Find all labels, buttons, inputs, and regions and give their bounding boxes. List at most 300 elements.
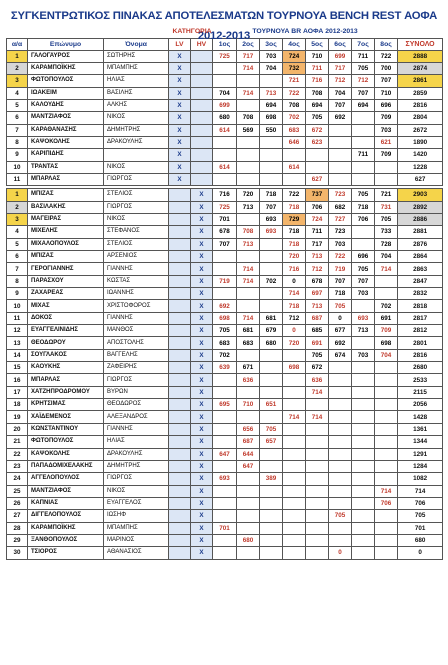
score-cell: [352, 473, 375, 485]
score-cell: [283, 534, 306, 546]
lv-cell: [169, 386, 191, 398]
score-cell: [237, 485, 260, 497]
total-cell: 1284: [398, 460, 443, 472]
rank-cell: 6: [7, 112, 28, 124]
score-cell: 680: [237, 534, 260, 546]
hv-cell: X: [191, 189, 213, 201]
score-cell: [352, 460, 375, 472]
score-cell: [306, 534, 329, 546]
score-cell: 713: [306, 251, 329, 263]
score-cell: [352, 300, 375, 312]
score-cell: [260, 349, 283, 361]
score-cell: 716: [213, 189, 237, 201]
score-cell: 702: [375, 300, 398, 312]
table-row: [7, 136, 443, 148]
total-cell: 2832: [398, 288, 443, 300]
score-cell: [329, 374, 352, 386]
total-cell: 2874: [398, 62, 443, 74]
rank-cell: 3: [7, 75, 28, 87]
score-cell: 724: [306, 213, 329, 225]
score-cell: [306, 149, 329, 161]
score-cell: 713: [306, 300, 329, 312]
score-cell: [306, 522, 329, 534]
hv-cell: X: [191, 386, 213, 398]
score-cell: [329, 411, 352, 423]
score-cell: [375, 399, 398, 411]
lv-cell: X: [169, 136, 191, 148]
score-cell: [352, 173, 375, 185]
firstname-cell: ΑΛΚΗΣ: [104, 99, 169, 111]
total-cell: 1890: [398, 136, 443, 148]
score-cell: 614: [213, 124, 237, 136]
score-cell: 716: [283, 263, 306, 275]
score-cell: 703: [329, 238, 352, 250]
score-cell: [375, 460, 398, 472]
score-cell: 718: [329, 288, 352, 300]
firstname-cell: ΑΘΑΝΑΣΙΟΣ: [104, 547, 169, 559]
lv-cell: [169, 226, 191, 238]
score-cell: [260, 485, 283, 497]
table-row: [7, 325, 443, 337]
score-cell: 723: [329, 189, 352, 201]
surname-cell: ΘΕΟΔΩΡΟΥ: [28, 337, 104, 349]
score-cell: 718: [283, 226, 306, 238]
score-cell: [237, 251, 260, 263]
firstname-cell: ΗΛΙΑΣ: [104, 436, 169, 448]
column-header: 3ος: [260, 38, 283, 50]
table-row: [7, 448, 443, 460]
table-row: [7, 161, 443, 173]
score-cell: 718: [352, 201, 375, 213]
column-header: HV: [191, 38, 213, 50]
score-cell: 703: [260, 50, 283, 62]
score-cell: [237, 386, 260, 398]
score-cell: 698: [375, 337, 398, 349]
score-cell: 680: [213, 112, 237, 124]
table-row: [7, 362, 443, 374]
score-cell: 679: [260, 325, 283, 337]
score-cell: 733: [375, 226, 398, 238]
score-cell: [260, 251, 283, 263]
lv-cell: [169, 460, 191, 472]
score-cell: [329, 497, 352, 509]
score-cell: [237, 161, 260, 173]
results-table: [6, 26, 443, 560]
firstname-cell: ΓΙΩΡΓΟΣ: [104, 473, 169, 485]
score-cell: [213, 136, 237, 148]
score-cell: [237, 136, 260, 148]
score-cell: [352, 112, 375, 124]
score-cell: [260, 288, 283, 300]
total-cell: 2876: [398, 238, 443, 250]
rank-cell: 2: [7, 62, 28, 74]
firstname-cell: ΧΡΙΣΤΟΦΟΡΟΣ: [104, 300, 169, 312]
score-cell: 714: [283, 288, 306, 300]
firstname-cell: ΑΛΕΞΑΝΔΡΟΣ: [104, 411, 169, 423]
score-cell: [352, 423, 375, 435]
score-cell: [352, 399, 375, 411]
score-cell: [329, 448, 352, 460]
total-cell: 2861: [398, 75, 443, 87]
rank-cell: 20: [7, 423, 28, 435]
firstname-cell: ΓΙΑΝΝΗΣ: [104, 263, 169, 275]
score-cell: 687: [306, 312, 329, 324]
score-cell: [352, 362, 375, 374]
score-cell: [260, 448, 283, 460]
rank-cell: 19: [7, 411, 28, 423]
firstname-cell: ΜΑΡΙΝΟΣ: [104, 534, 169, 546]
score-cell: 0: [283, 325, 306, 337]
score-cell: [329, 386, 352, 398]
score-cell: 636: [306, 374, 329, 386]
table-row: [7, 485, 443, 497]
table-row: [7, 263, 443, 275]
rank-cell: 15: [7, 362, 28, 374]
score-cell: 693: [260, 213, 283, 225]
score-cell: 704: [213, 87, 237, 99]
score-cell: [283, 399, 306, 411]
table-row: [7, 149, 443, 161]
score-cell: 723: [329, 226, 352, 238]
table-row: [7, 300, 443, 312]
rank-cell: 21: [7, 436, 28, 448]
score-cell: 623: [306, 136, 329, 148]
total-cell: 1082: [398, 473, 443, 485]
lv-cell: [169, 399, 191, 411]
score-cell: 696: [352, 251, 375, 263]
score-cell: [306, 436, 329, 448]
score-cell: 683: [283, 124, 306, 136]
hv-cell: X: [191, 399, 213, 411]
score-cell: 693: [213, 473, 237, 485]
score-cell: 697: [306, 288, 329, 300]
score-cell: 639: [213, 362, 237, 374]
score-cell: [375, 362, 398, 374]
firstname-cell: ΔΗΜΗΤΡΗΣ: [104, 460, 169, 472]
lv-cell: X: [169, 173, 191, 185]
score-cell: 737: [306, 189, 329, 201]
score-cell: 714: [237, 62, 260, 74]
rank-cell: 4: [7, 87, 28, 99]
lv-cell: [169, 473, 191, 485]
total-cell: 2847: [398, 275, 443, 287]
rank-cell: 14: [7, 349, 28, 361]
score-cell: 698: [213, 312, 237, 324]
total-cell: 2864: [398, 251, 443, 263]
score-cell: [306, 161, 329, 173]
score-cell: 707: [329, 99, 352, 111]
total-cell: 1344: [398, 436, 443, 448]
score-cell: 703: [352, 349, 375, 361]
score-cell: 707: [260, 201, 283, 213]
column-header: 2ος: [237, 38, 260, 50]
hv-cell: X: [191, 226, 213, 238]
hv-cell: X: [191, 448, 213, 460]
score-cell: 698: [260, 112, 283, 124]
score-cell: 705: [329, 510, 352, 522]
column-header: ΣΥΝΟΛΟ: [398, 38, 443, 50]
score-cell: [213, 485, 237, 497]
surname-cell: ΚΡΗΤΣΙΜΑΣ: [28, 399, 104, 411]
firstname-cell: [104, 149, 169, 161]
score-cell: 702: [283, 112, 306, 124]
table-row: [7, 189, 443, 201]
hv-cell: [191, 50, 213, 62]
total-cell: 627: [398, 173, 443, 185]
score-cell: [213, 547, 237, 559]
total-cell: 2818: [398, 300, 443, 312]
score-cell: [375, 473, 398, 485]
table-row: [7, 288, 443, 300]
surname-cell: ΚΑΟΥΚΗΣ: [28, 362, 104, 374]
total-cell: 2816: [398, 99, 443, 111]
score-cell: 711: [306, 226, 329, 238]
table-row: [7, 75, 443, 87]
score-cell: [329, 399, 352, 411]
surname-cell: ΜΑΝΤΖΙΑΦΟΣ: [28, 485, 104, 497]
score-cell: 706: [375, 497, 398, 509]
score-cell: 706: [306, 201, 329, 213]
score-cell: [260, 386, 283, 398]
total-cell: 714: [398, 485, 443, 497]
table-row: [7, 238, 443, 250]
hv-cell: [191, 112, 213, 124]
column-header: Όνομα: [104, 38, 169, 50]
firstname-cell: ΔΗΜΗΤΡΗΣ: [104, 124, 169, 136]
score-cell: 0: [329, 547, 352, 559]
score-cell: 646: [283, 136, 306, 148]
score-cell: 714: [237, 263, 260, 275]
rank-cell: 5: [7, 238, 28, 250]
score-cell: 720: [237, 189, 260, 201]
table-row: [7, 460, 443, 472]
score-cell: [283, 460, 306, 472]
lv-cell: [169, 238, 191, 250]
surname-cell: ΙΩΑΚΕΙΜ: [28, 87, 104, 99]
score-cell: 714: [237, 312, 260, 324]
score-cell: [283, 473, 306, 485]
lv-cell: [169, 201, 191, 213]
rank-cell: 12: [7, 325, 28, 337]
score-cell: 614: [283, 161, 306, 173]
score-cell: 703: [352, 288, 375, 300]
score-cell: 701: [213, 213, 237, 225]
score-cell: [213, 436, 237, 448]
surname-cell: ΜΠΑΡΛΑΣ: [28, 374, 104, 386]
score-cell: [213, 411, 237, 423]
table-row: [7, 213, 443, 225]
total-cell: 1428: [398, 411, 443, 423]
score-cell: 672: [306, 124, 329, 136]
lv-cell: [169, 300, 191, 312]
score-cell: 694: [306, 99, 329, 111]
firstname-cell: ΜΑΝΘΟΣ: [104, 325, 169, 337]
total-cell: 2863: [398, 263, 443, 275]
score-cell: 725: [213, 201, 237, 213]
score-cell: 721: [375, 189, 398, 201]
score-cell: 693: [352, 312, 375, 324]
score-cell: [260, 149, 283, 161]
score-cell: [283, 423, 306, 435]
table-row: [7, 386, 443, 398]
score-cell: 569: [237, 124, 260, 136]
hv-cell: X: [191, 325, 213, 337]
score-cell: 692: [329, 112, 352, 124]
score-cell: [329, 173, 352, 185]
score-cell: [306, 485, 329, 497]
surname-cell: ΜΙΧΕΛΗΣ: [28, 226, 104, 238]
surname-cell: ΣΟΥΓΛΑΚΟΣ: [28, 349, 104, 361]
score-cell: [352, 522, 375, 534]
score-cell: 711: [352, 149, 375, 161]
score-cell: [375, 510, 398, 522]
score-cell: [352, 510, 375, 522]
score-cell: [352, 497, 375, 509]
lv-cell: X: [169, 99, 191, 111]
score-cell: [237, 75, 260, 87]
firstname-cell: ΓΙΑΝΝΗΣ: [104, 312, 169, 324]
column-header: 6ος: [329, 38, 352, 50]
lv-cell: [169, 374, 191, 386]
firstname-cell: ΜΠΑΜΠΗΣ: [104, 522, 169, 534]
score-cell: [306, 448, 329, 460]
score-cell: 627: [306, 173, 329, 185]
column-header: 4ος: [283, 38, 306, 50]
page-title: ΣΥΓΚΕΝΤΡΩΤΙΚΟΣ ΠΙΝΑΚΑΣ ΑΠΟΤΕΛΕΣΜΑΤΩΝ ΤΟΥΡΝΟΥΑ BENCH REST ΑΟΦΑ 2012-2013: [10, 10, 438, 42]
table-row: [7, 337, 443, 349]
score-cell: 681: [260, 312, 283, 324]
score-cell: [260, 522, 283, 534]
table-row: [7, 312, 443, 324]
hv-cell: X: [191, 263, 213, 275]
rank-cell: 28: [7, 522, 28, 534]
surname-cell: ΜΠΙΖΑΣ: [28, 251, 104, 263]
firstname-cell: ΣΤΕΛΙΟΣ: [104, 238, 169, 250]
table-row: [7, 510, 443, 522]
total-cell: 2680: [398, 362, 443, 374]
rank-cell: 22: [7, 448, 28, 460]
rank-cell: 10: [7, 300, 28, 312]
surname-cell: ΠΑΠΑΔΟΜΙΧΕΛΑΚΗΣ: [28, 460, 104, 472]
firstname-cell: ΓΙΑΝΝΗΣ: [104, 423, 169, 435]
total-cell: 2881: [398, 226, 443, 238]
score-cell: 724: [283, 50, 306, 62]
lv-cell: X: [169, 75, 191, 87]
firstname-cell: ΖΑΦΕΙΡΗΣ: [104, 362, 169, 374]
score-cell: [329, 161, 352, 173]
rank-cell: 7: [7, 263, 28, 275]
score-cell: [306, 423, 329, 435]
total-cell: 2888: [398, 50, 443, 62]
header-spacer: [28, 26, 104, 38]
surname-cell: ΚΑΡΙΠΙΔΗΣ: [28, 149, 104, 161]
surname-cell: ΠΑΡΑΣΧΟΥ: [28, 275, 104, 287]
hv-cell: X: [191, 349, 213, 361]
lv-cell: [169, 362, 191, 374]
surname-cell: ΦΩΤΟΠΟΥΛΟΣ: [28, 75, 104, 87]
score-cell: [237, 213, 260, 225]
score-cell: 708: [306, 87, 329, 99]
rank-cell: 17: [7, 386, 28, 398]
score-cell: [213, 374, 237, 386]
score-cell: 672: [306, 362, 329, 374]
rank-cell: 16: [7, 374, 28, 386]
table-row: [7, 251, 443, 263]
score-cell: [329, 136, 352, 148]
rank-cell: 6: [7, 251, 28, 263]
score-cell: 701: [213, 522, 237, 534]
hv-cell: [191, 124, 213, 136]
score-cell: 712: [352, 75, 375, 87]
score-cell: [375, 436, 398, 448]
score-cell: 705: [352, 62, 375, 74]
score-cell: [352, 386, 375, 398]
surname-cell: ΤΣΙΟΡΟΣ: [28, 547, 104, 559]
lv-cell: X: [169, 112, 191, 124]
score-cell: [237, 173, 260, 185]
score-cell: [260, 300, 283, 312]
score-cell: 718: [283, 238, 306, 250]
rank-cell: 8: [7, 275, 28, 287]
firstname-cell: ΝΙΚΟΣ: [104, 485, 169, 497]
surname-cell: ΚΑΨΟΚΟΛΗΣ: [28, 136, 104, 148]
total-cell: 2672: [398, 124, 443, 136]
hv-cell: X: [191, 510, 213, 522]
firstname-cell: ΙΩΑΝΝΗΣ: [104, 288, 169, 300]
score-cell: [283, 510, 306, 522]
surname-cell: ΜΙΧΑΛΟΠΟΥΛΟΣ: [28, 238, 104, 250]
score-cell: [329, 362, 352, 374]
score-cell: [260, 75, 283, 87]
score-cell: 704: [329, 87, 352, 99]
column-header: 7ος: [352, 38, 375, 50]
score-cell: 694: [352, 99, 375, 111]
score-cell: 692: [329, 337, 352, 349]
lv-cell: [169, 485, 191, 497]
hv-cell: X: [191, 423, 213, 435]
score-cell: 699: [329, 50, 352, 62]
hv-cell: X: [191, 374, 213, 386]
score-cell: [213, 288, 237, 300]
score-cell: [237, 288, 260, 300]
lv-cell: [169, 522, 191, 534]
lv-cell: [169, 436, 191, 448]
score-cell: 705: [352, 263, 375, 275]
firstname-cell: ΝΙΚΟΣ: [104, 213, 169, 225]
firstname-cell: ΘΕΟΔΩΡΟΣ: [104, 399, 169, 411]
surname-cell: ΓΕΡΟΓΙΑΝΝΗΣ: [28, 263, 104, 275]
surname-cell: ΚΑΛΟΥΔΗΣ: [28, 99, 104, 111]
score-cell: [213, 460, 237, 472]
hv-cell: X: [191, 238, 213, 250]
score-cell: [213, 75, 237, 87]
score-cell: [283, 386, 306, 398]
score-cell: [375, 275, 398, 287]
score-cell: 711: [352, 50, 375, 62]
firstname-cell: ΝΙΚΟΣ: [104, 112, 169, 124]
hv-cell: X: [191, 201, 213, 213]
score-cell: 718: [260, 189, 283, 201]
surname-cell: ΤΡΑΝΤΑΣ: [28, 161, 104, 173]
score-cell: [375, 534, 398, 546]
total-cell: 2812: [398, 325, 443, 337]
table-row: [7, 87, 443, 99]
rank-cell: 18: [7, 399, 28, 411]
score-cell: 680: [260, 337, 283, 349]
rank-cell: 1: [7, 189, 28, 201]
score-cell: 0: [329, 312, 352, 324]
score-cell: 714: [237, 275, 260, 287]
